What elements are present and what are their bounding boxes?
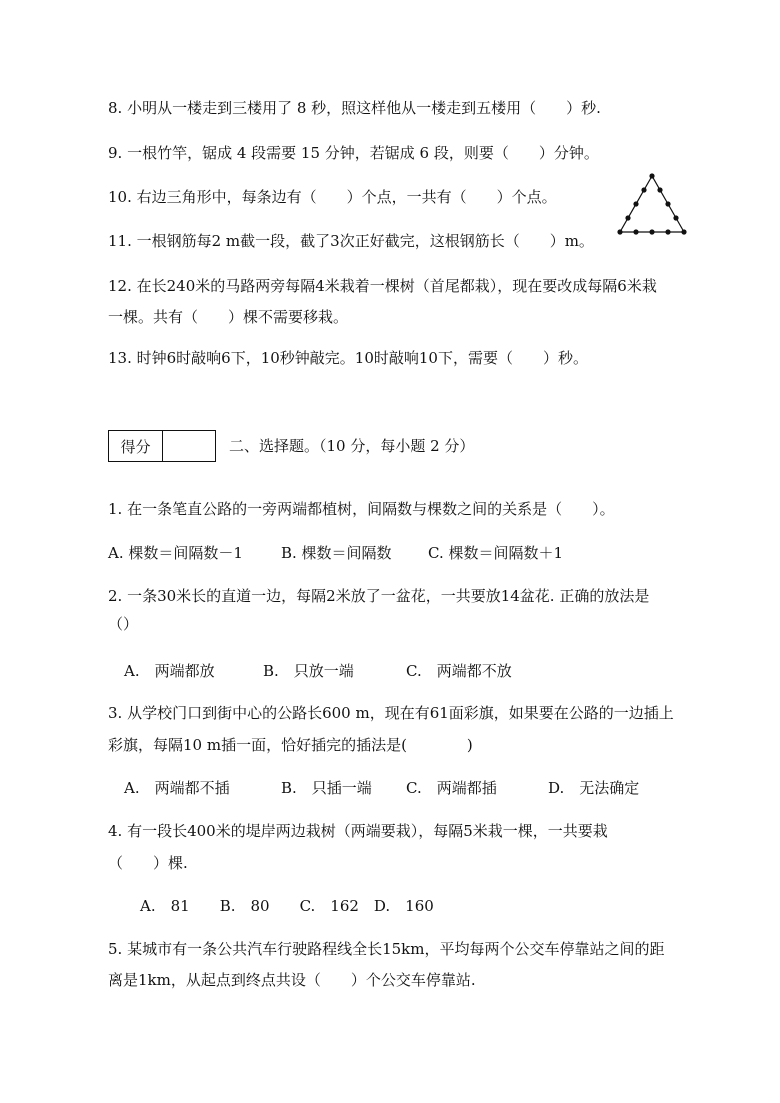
choice-question-4-line-2: （ ）棵. [108, 854, 188, 872]
question-12-line-1: 12. 在长240米的马路两旁每隔4米栽着一棵树（首尾都栽），现在要改成每隔6米栽 [108, 277, 657, 295]
triangle-dot [657, 187, 662, 192]
question-9: 9. 一根竹竿，锯成 4 段需要 15 分钟，若锯成 6 段，则要（ ）分钟。 [108, 144, 599, 162]
q1-option-a[interactable]: A. 棵数＝间隔数－1 [108, 544, 243, 562]
triangle-dots [617, 173, 686, 234]
triangle-dot [665, 229, 670, 234]
q3-option-a[interactable]: A. 两端都不插 [124, 779, 230, 797]
q1-option-c[interactable]: C. 棵数＝间隔数＋1 [428, 544, 564, 562]
choice-question-3-line-2: 彩旗，每隔10 m插一面，恰好插完的插法是( ) [108, 736, 473, 754]
dotted-triangle-figure [612, 168, 692, 238]
triangle-dot [681, 229, 686, 234]
triangle-dot [665, 201, 670, 206]
q3-option-c[interactable]: C. 两端都插 [406, 779, 497, 797]
score-box [108, 430, 216, 462]
question-8: 8. 小明从一楼走到三楼用了 8 秒，照这样他从一楼走到五楼用（ ）秒. [108, 99, 601, 117]
triangle-outline [620, 176, 684, 232]
triangle-dot [617, 229, 622, 234]
triangle-dot [625, 215, 630, 220]
q4-options[interactable]: A. 81 B. 80 C. 162 D. 160 [140, 897, 434, 915]
triangle-dot [649, 229, 654, 234]
triangle-dot [673, 215, 678, 220]
triangle-dot [633, 201, 638, 206]
choice-question-5-line-2: 离是1km，从起点到终点共设（ ）个公交车停靠站. [108, 971, 476, 989]
choice-question-3-line-1: 3. 从学校门口到街中心的公路长600 m，现在有61面彩旗，如果要在公路的一边插上 [108, 704, 674, 722]
q1-option-b[interactable]: B. 棵数＝间隔数 [281, 544, 392, 562]
q3-option-b[interactable]: B. 只插一端 [281, 779, 372, 797]
q3-option-d[interactable]: D. 无法确定 [548, 779, 640, 797]
score-label: 得分 [109, 431, 163, 461]
q2-option-c[interactable]: C. 两端都不放 [406, 662, 512, 680]
q2-option-b[interactable]: B. 只放一端 [263, 662, 354, 680]
triangle-dot [633, 229, 638, 234]
choice-question-2-line-1: 2. 一条30米长的直道一边，每隔2米放了一盆花，一共要放14盆花. 正确的放法是 [108, 587, 650, 605]
score-blank [163, 431, 215, 461]
triangle-dot [649, 173, 654, 178]
q2-option-a[interactable]: A. 两端都放 [124, 662, 215, 680]
section-title: 二、选择题。（10 分，每小题 2 分） [229, 437, 475, 455]
question-11: 11. 一根钢筋每2 m截一段，截了3次正好截完，这根钢筋长（ ）m。 [108, 232, 594, 250]
choice-question-4-line-1: 4. 有一段长400米的堤岸两边栽树（两端要栽），每隔5米栽一棵，一共要栽 [108, 822, 608, 840]
triangle-dot [641, 187, 646, 192]
choice-question-5-line-1: 5. 某城市有一条公共汽车行驶路程线全长15km，平均每两个公交车停靠站之间的距 [108, 940, 665, 958]
question-12-line-2: 一棵。共有（ ）棵不需要移栽。 [108, 308, 349, 326]
question-13: 13. 时钟6时敲响6下，10秒钟敲完。10时敲响10下，需要（ ）秒。 [108, 349, 588, 367]
choice-question-2-line-2: （） [108, 615, 139, 633]
choice-question-1: 1. 在一条笔直公路的一旁两端都植树，间隔数与棵数之间的关系是（ ）。 [108, 500, 615, 518]
question-10: 10. 右边三角形中，每条边有（ ）个点，一共有（ ）个点。 [108, 188, 557, 206]
